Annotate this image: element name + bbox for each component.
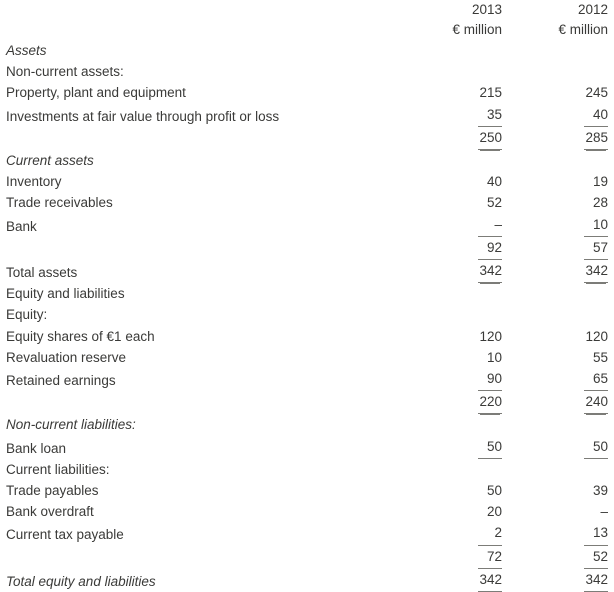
value-text: 57 bbox=[584, 237, 608, 260]
table-row bbox=[0, 347, 614, 368]
value-text: 13 bbox=[584, 522, 608, 545]
row-label bbox=[0, 391, 432, 414]
row-value-2013 bbox=[432, 127, 520, 150]
row-label: Equity and liabilities bbox=[6, 286, 125, 302]
value-text: 240 bbox=[584, 391, 608, 414]
table-row bbox=[0, 391, 614, 414]
value-text: 2 bbox=[478, 522, 502, 545]
value-text: 342 bbox=[478, 260, 502, 283]
row-label bbox=[0, 546, 432, 569]
row-value-2012 bbox=[520, 522, 614, 545]
table-row bbox=[0, 150, 614, 171]
value-text: 39 bbox=[592, 483, 608, 499]
table-row bbox=[0, 414, 614, 435]
value-text: 285 bbox=[584, 127, 608, 150]
row-value-2013 bbox=[432, 546, 520, 569]
table-row bbox=[0, 546, 614, 569]
table-row bbox=[0, 480, 614, 501]
row-value-2013 bbox=[432, 260, 520, 283]
table-row bbox=[0, 237, 614, 260]
row-label: Bank overdraft bbox=[6, 504, 94, 520]
row-value-2012 bbox=[520, 391, 614, 414]
value-text: 50 bbox=[584, 436, 608, 459]
row-label: Bank loan bbox=[6, 440, 67, 456]
row-label bbox=[0, 127, 432, 150]
table-row bbox=[0, 104, 614, 127]
row-value-2012 bbox=[520, 82, 614, 103]
row-value-2013 bbox=[432, 480, 520, 501]
row-label: Total assets bbox=[6, 265, 78, 281]
table-row bbox=[0, 326, 614, 347]
row-value-2012 bbox=[520, 436, 614, 459]
row-label: Total equity and liabilities bbox=[6, 573, 156, 589]
value-text: 50 bbox=[486, 483, 502, 499]
row-value-2012 bbox=[520, 260, 614, 283]
row-value-2013 bbox=[432, 61, 520, 82]
table-row bbox=[0, 459, 614, 480]
row-value-2012 bbox=[520, 127, 614, 150]
header-spacer-2 bbox=[0, 20, 432, 40]
value-text: – bbox=[600, 504, 608, 520]
table-row bbox=[0, 283, 614, 304]
header-year-2013: 2013 bbox=[471, 2, 502, 17]
row-label: Current liabilities: bbox=[6, 461, 110, 477]
table-row bbox=[0, 40, 614, 61]
row-value-2012 bbox=[520, 171, 614, 192]
row-value-2013 bbox=[432, 459, 520, 480]
row-value-2013 bbox=[432, 569, 520, 592]
row-value-2012 bbox=[520, 414, 614, 435]
row-value-2013 bbox=[432, 522, 520, 545]
row-value-2012 bbox=[520, 150, 614, 171]
table-row bbox=[0, 171, 614, 192]
row-value-2013 bbox=[432, 214, 520, 237]
value-text: 250 bbox=[478, 127, 502, 150]
table-row bbox=[0, 522, 614, 545]
value-text: 245 bbox=[585, 85, 608, 101]
value-text: 72 bbox=[478, 546, 502, 569]
row-value-2012 bbox=[520, 347, 614, 368]
row-value-2013 bbox=[432, 40, 520, 61]
row-value-2013 bbox=[432, 436, 520, 459]
value-text: 342 bbox=[584, 569, 608, 592]
row-value-2012 bbox=[520, 326, 614, 347]
row-label: Equity shares of €1 each bbox=[6, 328, 155, 344]
row-value-2013 bbox=[432, 326, 520, 347]
row-label: Inventory bbox=[6, 174, 62, 190]
row-value-2012 bbox=[520, 501, 614, 522]
row-value-2012 bbox=[520, 569, 614, 592]
row-value-2013 bbox=[432, 171, 520, 192]
row-value-2013 bbox=[432, 501, 520, 522]
value-text: 92 bbox=[478, 237, 502, 260]
table-row bbox=[0, 192, 614, 213]
row-label: Non-current liabilities: bbox=[6, 417, 136, 433]
value-text: 20 bbox=[486, 504, 502, 520]
value-text: 10 bbox=[486, 349, 502, 365]
value-text: 19 bbox=[592, 174, 608, 190]
table-row bbox=[0, 436, 614, 459]
row-value-2012 bbox=[520, 61, 614, 82]
row-value-2012 bbox=[520, 40, 614, 61]
row-value-2013 bbox=[432, 368, 520, 391]
value-text: 40 bbox=[584, 104, 608, 127]
value-text: 90 bbox=[478, 368, 502, 391]
row-value-2012 bbox=[520, 304, 614, 325]
row-value-2012 bbox=[520, 459, 614, 480]
value-text: 65 bbox=[584, 368, 608, 391]
table-row bbox=[0, 260, 614, 283]
row-value-2013 bbox=[432, 192, 520, 213]
value-text: – bbox=[478, 214, 502, 237]
row-value-2012 bbox=[520, 480, 614, 501]
row-label: Equity: bbox=[6, 307, 48, 323]
table-row bbox=[0, 304, 614, 325]
table-row bbox=[0, 82, 614, 103]
table-row bbox=[0, 368, 614, 391]
row-label: Property, plant and equipment bbox=[6, 85, 186, 101]
value-text: 50 bbox=[478, 436, 502, 459]
value-text: 55 bbox=[592, 349, 608, 365]
value-text: 215 bbox=[479, 85, 502, 101]
header-spacer bbox=[0, 0, 432, 20]
row-value-2012 bbox=[520, 192, 614, 213]
row-label: Current tax payable bbox=[6, 527, 124, 543]
row-label: Assets bbox=[6, 43, 47, 58]
row-label: Investments at fair value through profit or loss bbox=[6, 108, 280, 124]
value-text: 120 bbox=[585, 328, 608, 344]
row-value-2012 bbox=[520, 214, 614, 237]
value-text: 52 bbox=[584, 546, 608, 569]
header-unit-2012: € million bbox=[558, 22, 608, 37]
row-value-2013 bbox=[432, 304, 520, 325]
row-label: Current assets bbox=[6, 153, 94, 169]
row-label: Bank bbox=[6, 218, 37, 234]
row-label: Trade payables bbox=[6, 483, 99, 499]
row-value-2013 bbox=[432, 283, 520, 304]
row-value-2012 bbox=[520, 104, 614, 127]
value-text: 35 bbox=[478, 104, 502, 127]
value-text: 52 bbox=[486, 195, 502, 211]
row-value-2013 bbox=[432, 150, 520, 171]
value-text: 220 bbox=[478, 391, 502, 414]
table-row bbox=[0, 61, 614, 82]
value-text: 10 bbox=[584, 214, 608, 237]
table-row bbox=[0, 501, 614, 522]
row-value-2013 bbox=[432, 391, 520, 414]
row-label: Trade receivables bbox=[6, 195, 113, 211]
row-value-2013 bbox=[432, 237, 520, 260]
row-value-2012 bbox=[520, 283, 614, 304]
row-label bbox=[0, 237, 432, 260]
row-value-2013 bbox=[432, 104, 520, 127]
value-text: 342 bbox=[584, 260, 608, 283]
header-row-units bbox=[0, 20, 614, 40]
header-unit-2013: € million bbox=[452, 22, 502, 37]
row-value-2013 bbox=[432, 414, 520, 435]
row-value-2012 bbox=[520, 237, 614, 260]
value-text: 28 bbox=[592, 195, 608, 211]
value-text: 40 bbox=[486, 174, 502, 190]
row-value-2013 bbox=[432, 347, 520, 368]
row-value-2012 bbox=[520, 546, 614, 569]
row-label: Non-current assets: bbox=[6, 64, 124, 80]
header-row-years bbox=[0, 0, 614, 20]
table-row bbox=[0, 127, 614, 150]
header-year-2012: 2012 bbox=[577, 2, 608, 17]
row-value-2012 bbox=[520, 368, 614, 391]
row-label: Revaluation reserve bbox=[6, 349, 127, 365]
row-label: Retained earnings bbox=[6, 373, 116, 389]
value-text: 342 bbox=[478, 569, 502, 592]
value-text: 120 bbox=[479, 328, 502, 344]
table-row bbox=[0, 569, 614, 592]
table-row bbox=[0, 214, 614, 237]
row-value-2013 bbox=[432, 82, 520, 103]
